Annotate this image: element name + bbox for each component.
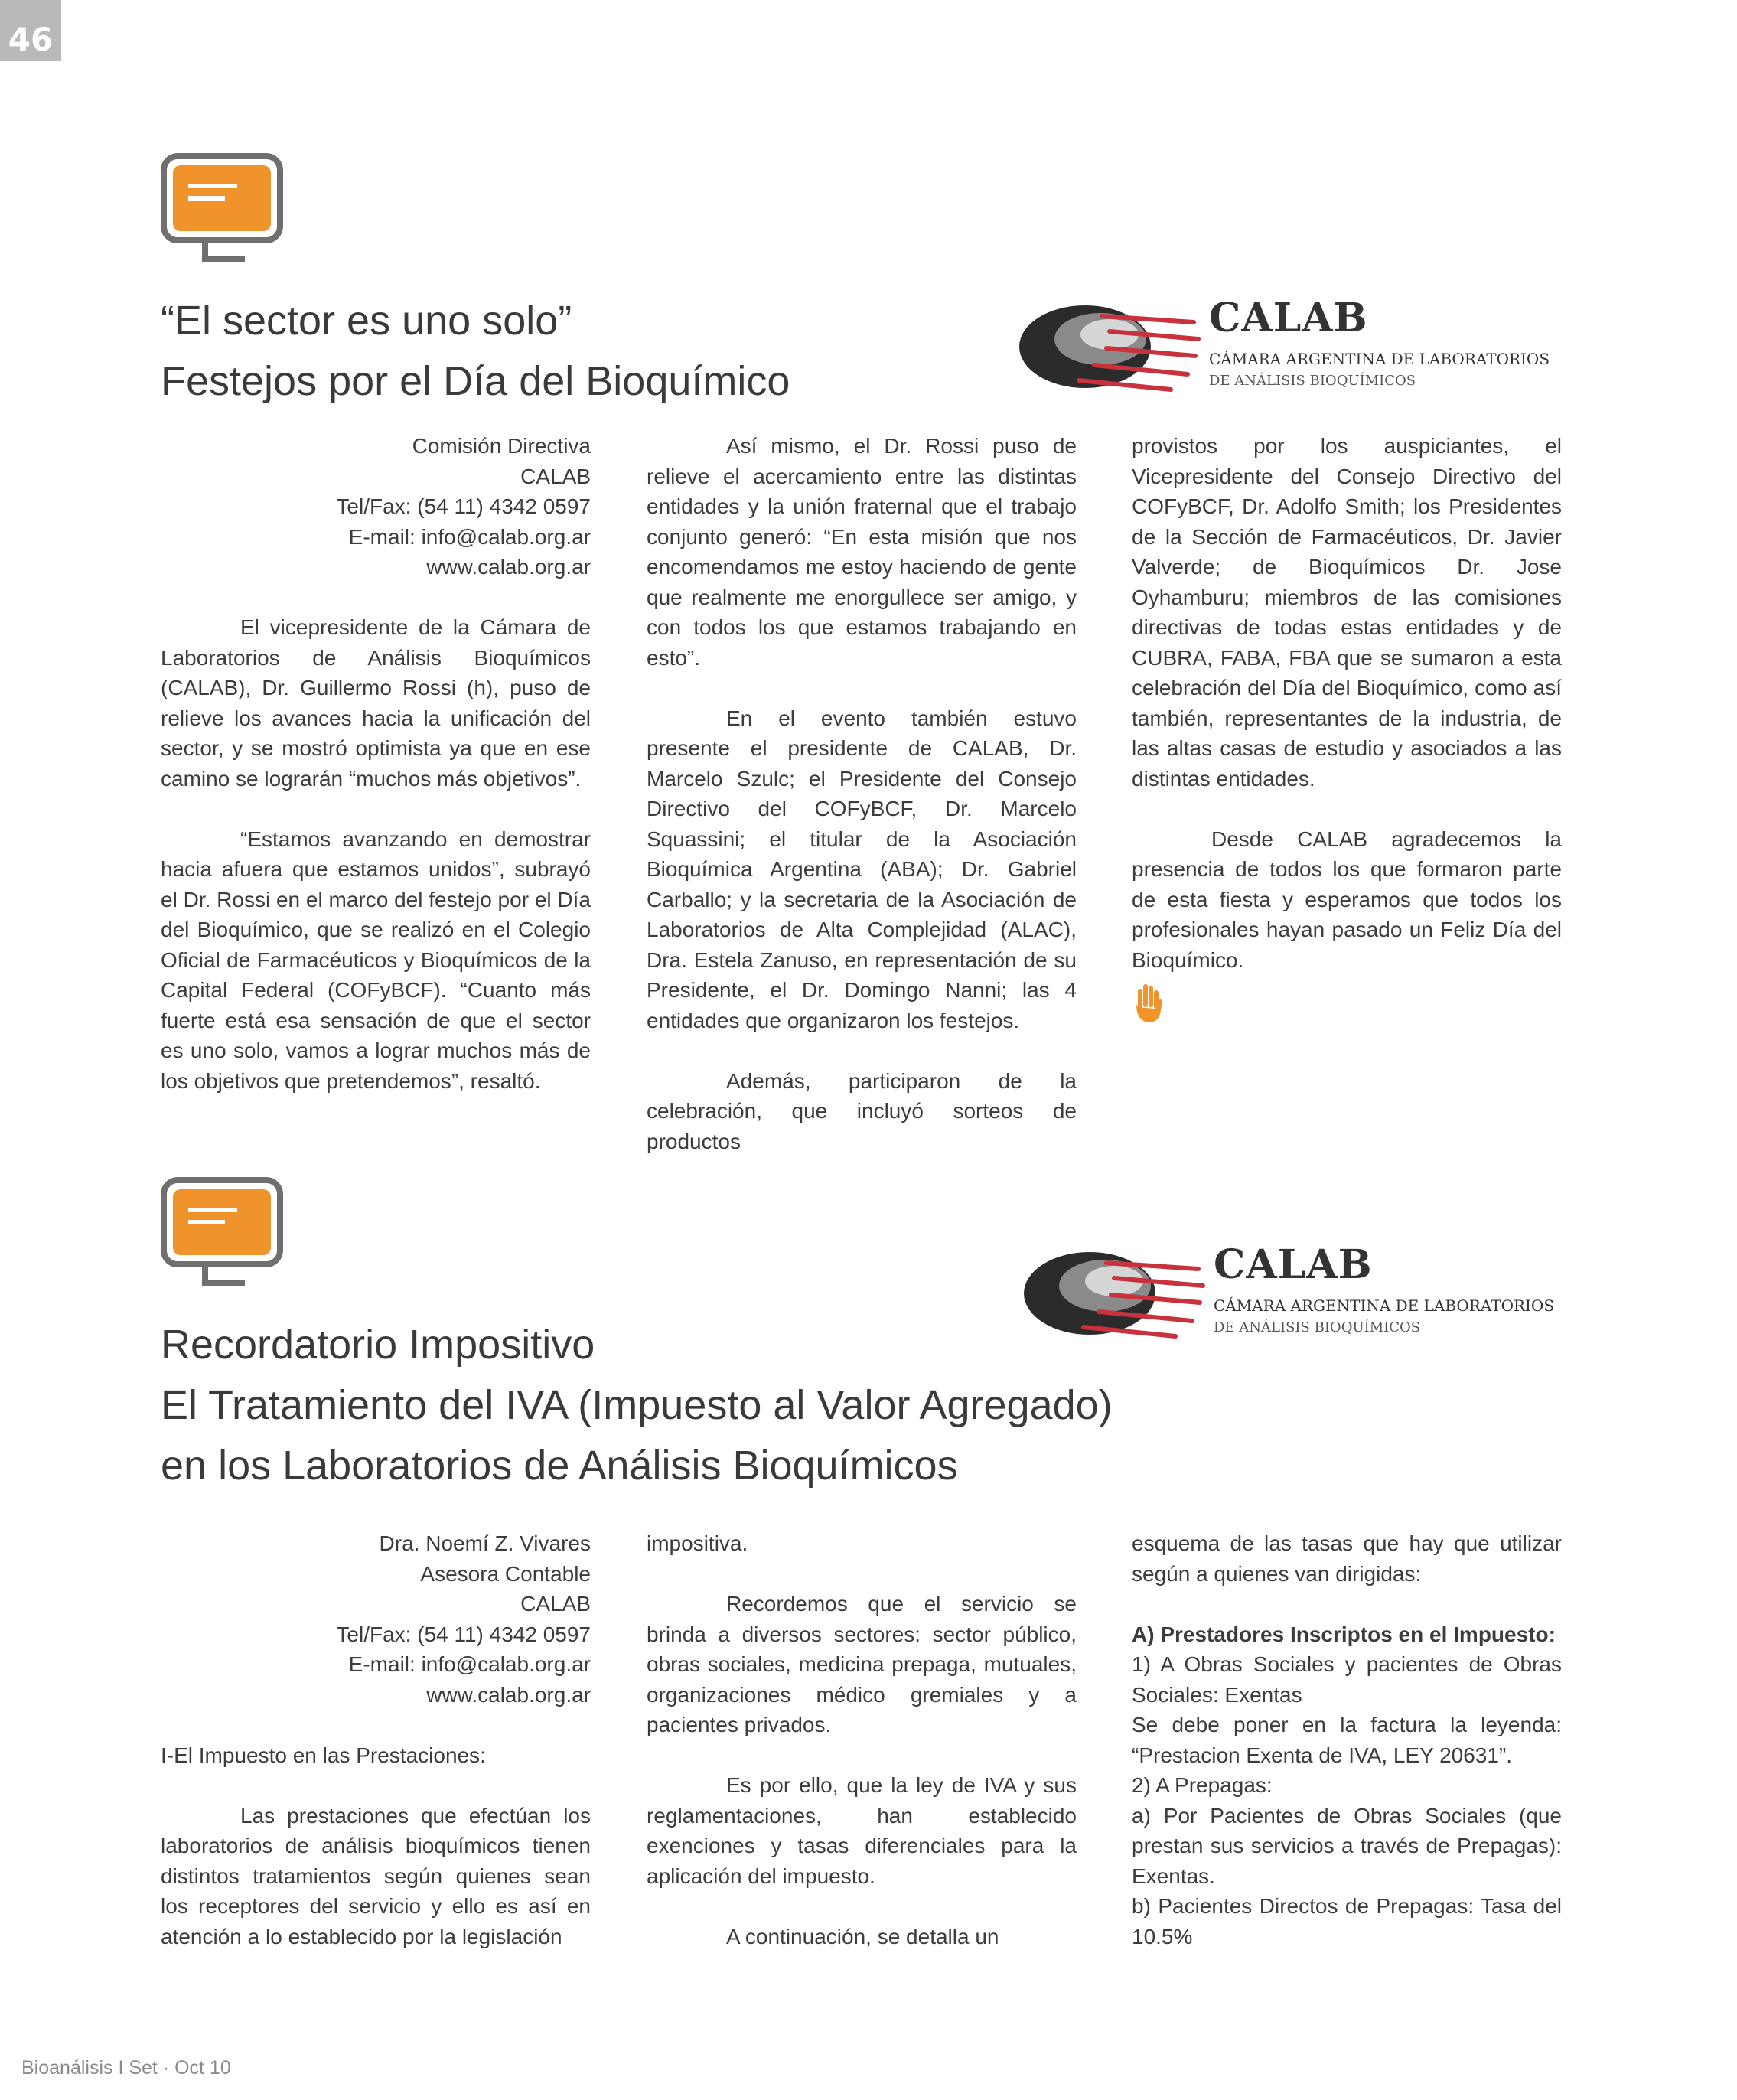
contact-line: Dra. Noemí Z. Vivares xyxy=(379,1531,591,1555)
calab-logo xyxy=(1022,1241,1558,1348)
paragraph: Desde CALAB agradecemos la presencia de todos los que formaron parte de esta fiesta y esperamos que todos los profesionales hayan pasado un Feliz Día del Bioquímico. xyxy=(1132,827,1562,972)
paragraph: En el evento también estuvo presente el presidente de CALAB, Dr. Marcelo Szulc; el Presidente del Consejo Directivo del COFyBCF, Dr. Marcelo Squassini; el titular de la Asociación Bioquímica Argentina (ABA); Dr. Gabriel Carballo; y la secretaria de la Asociación de Laboratorios de Alta Complejidad (ALAC), Dra. Estela Zanuso, en representación de su Presidente, el Dr. Domingo Nanni; las 4 entidades que organizaron los festejos. xyxy=(647,706,1077,1032)
calab-logo xyxy=(1018,295,1553,402)
page-number: 46 xyxy=(0,0,61,61)
contact-line: Comisión Directiva xyxy=(412,434,591,458)
article2-column2 xyxy=(647,1528,1077,1952)
logo-line2: DE ANÁLISIS BIOQUÍMICOS xyxy=(1209,373,1416,389)
article2-column1 xyxy=(161,1528,591,1952)
paragraph: A continuación, se detalla un xyxy=(726,1924,999,1948)
paragraph: El vicepresidente de la Cámara de Laboratorios de Análisis Bioquímicos (CALAB), Dr. Guillermo Rossi (h), puso de relieve los avances hacia la unificación del sector, y se mostró optimista ya que en ese camino se lograrán “muchos más objetivos”. xyxy=(161,615,591,791)
paragraph: provistos por los auspiciantes, el Vicepresidente del Consejo Directivo del COFyBCF, Dr. Adolfo Smith; los Presidentes de la Sección de Farmacéuticos, Dr. Javier Valverde; de Bioquímicos Dr. Jose Oyhamburu; miembros de las comisiones directivas de todas estas entidades y de CUBRA, FABA, FBA que se sumaron a esta celebración del Día del Bioquímico, como así también, representantes de la industria, de las altas casas de estudio y asociados a las distintas entidades. xyxy=(1132,434,1562,791)
list-item: a) Por Pacientes de Obras Sociales (que prestan sus servicios a través de Prepagas): Exentas. xyxy=(1132,1803,1562,1888)
paragraph: Las prestaciones que efectúan los laboratorios de análisis bioquímicos tienen distintos tratamientos según quienes sean los receptores del servicio y ello es así en atención a lo establecido por la legislación xyxy=(161,1803,591,1948)
logo-line1: CÁMARA ARGENTINA DE LABORATORIOS xyxy=(1209,350,1550,368)
paragraph: “Estamos avanzando en demostrar hacia afuera que estamos unidos”, subrayó el Dr. Rossi en el marco del festejo por el Día del Bioquímico, que se realizó en el Colegio Oficial de Farmacéuticos y Bioquímicos de la Capital Federal (COFyBCF). “Cuanto más fuerte está esa sensación de que el sector es uno solo, vamos a lograr muchos más de los objetivos que pretendemos”, resaltó. xyxy=(161,827,591,1093)
paragraph: impositiva. xyxy=(647,1531,748,1555)
contact-line: Tel/Fax: (54 11) 4342 0597 xyxy=(336,1622,591,1646)
paragraph: Así mismo, el Dr. Rossi puso de relieve el acercamiento entre las distintas entidades y la unión fraternal que el trabajo conjunto generó: “En esta misión que nos encomendamos me estoy haciendo de gente que realmente me enorgullece ser amigo, y con todos los que estamos trabajando en esto”. xyxy=(647,434,1077,670)
article1-column1 xyxy=(161,431,591,1096)
paragraph: Además, participaron de la celebración, que incluyó sorteos de productos xyxy=(647,1068,1077,1153)
contact-line: www.calab.org.ar xyxy=(426,1682,591,1707)
logo-line2: DE ANÁLISIS BIOQUÍMICOS xyxy=(1214,1319,1421,1335)
list-item: 2) A Prepagas: xyxy=(1132,1773,1273,1797)
contact-line: CALAB xyxy=(520,1592,591,1616)
contact-line: E-mail: info@calab.org.ar xyxy=(348,1652,591,1676)
subheading: A) Prestadores Inscriptos en el Impuesto: xyxy=(1132,1622,1556,1646)
footer: Bioanálisis I Set · Oct 10 xyxy=(21,2057,231,2079)
contact-line: Tel/Fax: (54 11) 4342 0597 xyxy=(336,494,591,518)
paragraph: Recordemos que el servicio se brinda a diversos sectores: sector público, obras sociales, medicina prepaga, mutuales, organizaciones médico gremiales y a pacientes privados. xyxy=(647,1592,1077,1736)
article-title-line2: El Tratamiento del IVA (Impuesto al Valor Agregado) xyxy=(161,1382,1113,1428)
article-title-line2: Festejos por el Día del Bioquímico xyxy=(161,358,790,404)
paragraph: esquema de las tasas que hay que utilizar según a quienes van dirigidas: xyxy=(1132,1531,1562,1586)
paragraph: Es por ello, que la ley de IVA y sus reglamentaciones, han establecido exenciones y tasas diferenciales para la aplicación del impuesto. xyxy=(647,1773,1077,1888)
article2-column3 xyxy=(1132,1528,1562,1952)
contact-line: CALAB xyxy=(520,464,591,488)
section-heading: I-El Impuesto en las Prestaciones: xyxy=(161,1743,486,1767)
hand-icon xyxy=(1132,984,1165,1024)
contact-line: www.calab.org.ar xyxy=(426,555,591,579)
list-item: 1) A Obras Sociales y pacientes de Obras Sociales: Exentas xyxy=(1132,1652,1562,1707)
logo-line1: CÁMARA ARGENTINA DE LABORATORIOS xyxy=(1214,1296,1555,1315)
speech-bubble-icon xyxy=(161,1177,283,1288)
list-item: Se debe poner en la factura la leyenda: “Prestacion Exenta de IVA, LEY 20631”. xyxy=(1132,1713,1562,1767)
list-item: b) Pacientes Directos de Prepagas: Tasa del 10.5% xyxy=(1132,1894,1562,1948)
logo-name: CALAB xyxy=(1214,1241,1373,1288)
logo-name: CALAB xyxy=(1209,295,1368,341)
contact-line: Asesora Contable xyxy=(420,1561,591,1586)
article1-column2 xyxy=(647,431,1077,1156)
article-title-line3: en los Laboratorios de Análisis Bioquímicos xyxy=(161,1443,958,1489)
article-title-line1: Recordatorio Impositivo xyxy=(161,1322,595,1368)
speech-bubble-icon xyxy=(161,153,283,264)
article-title-line1: “El sector es uno solo” xyxy=(161,298,572,344)
contact-line: E-mail: info@calab.org.ar xyxy=(348,524,591,549)
article1-column3 xyxy=(1132,431,1562,1024)
